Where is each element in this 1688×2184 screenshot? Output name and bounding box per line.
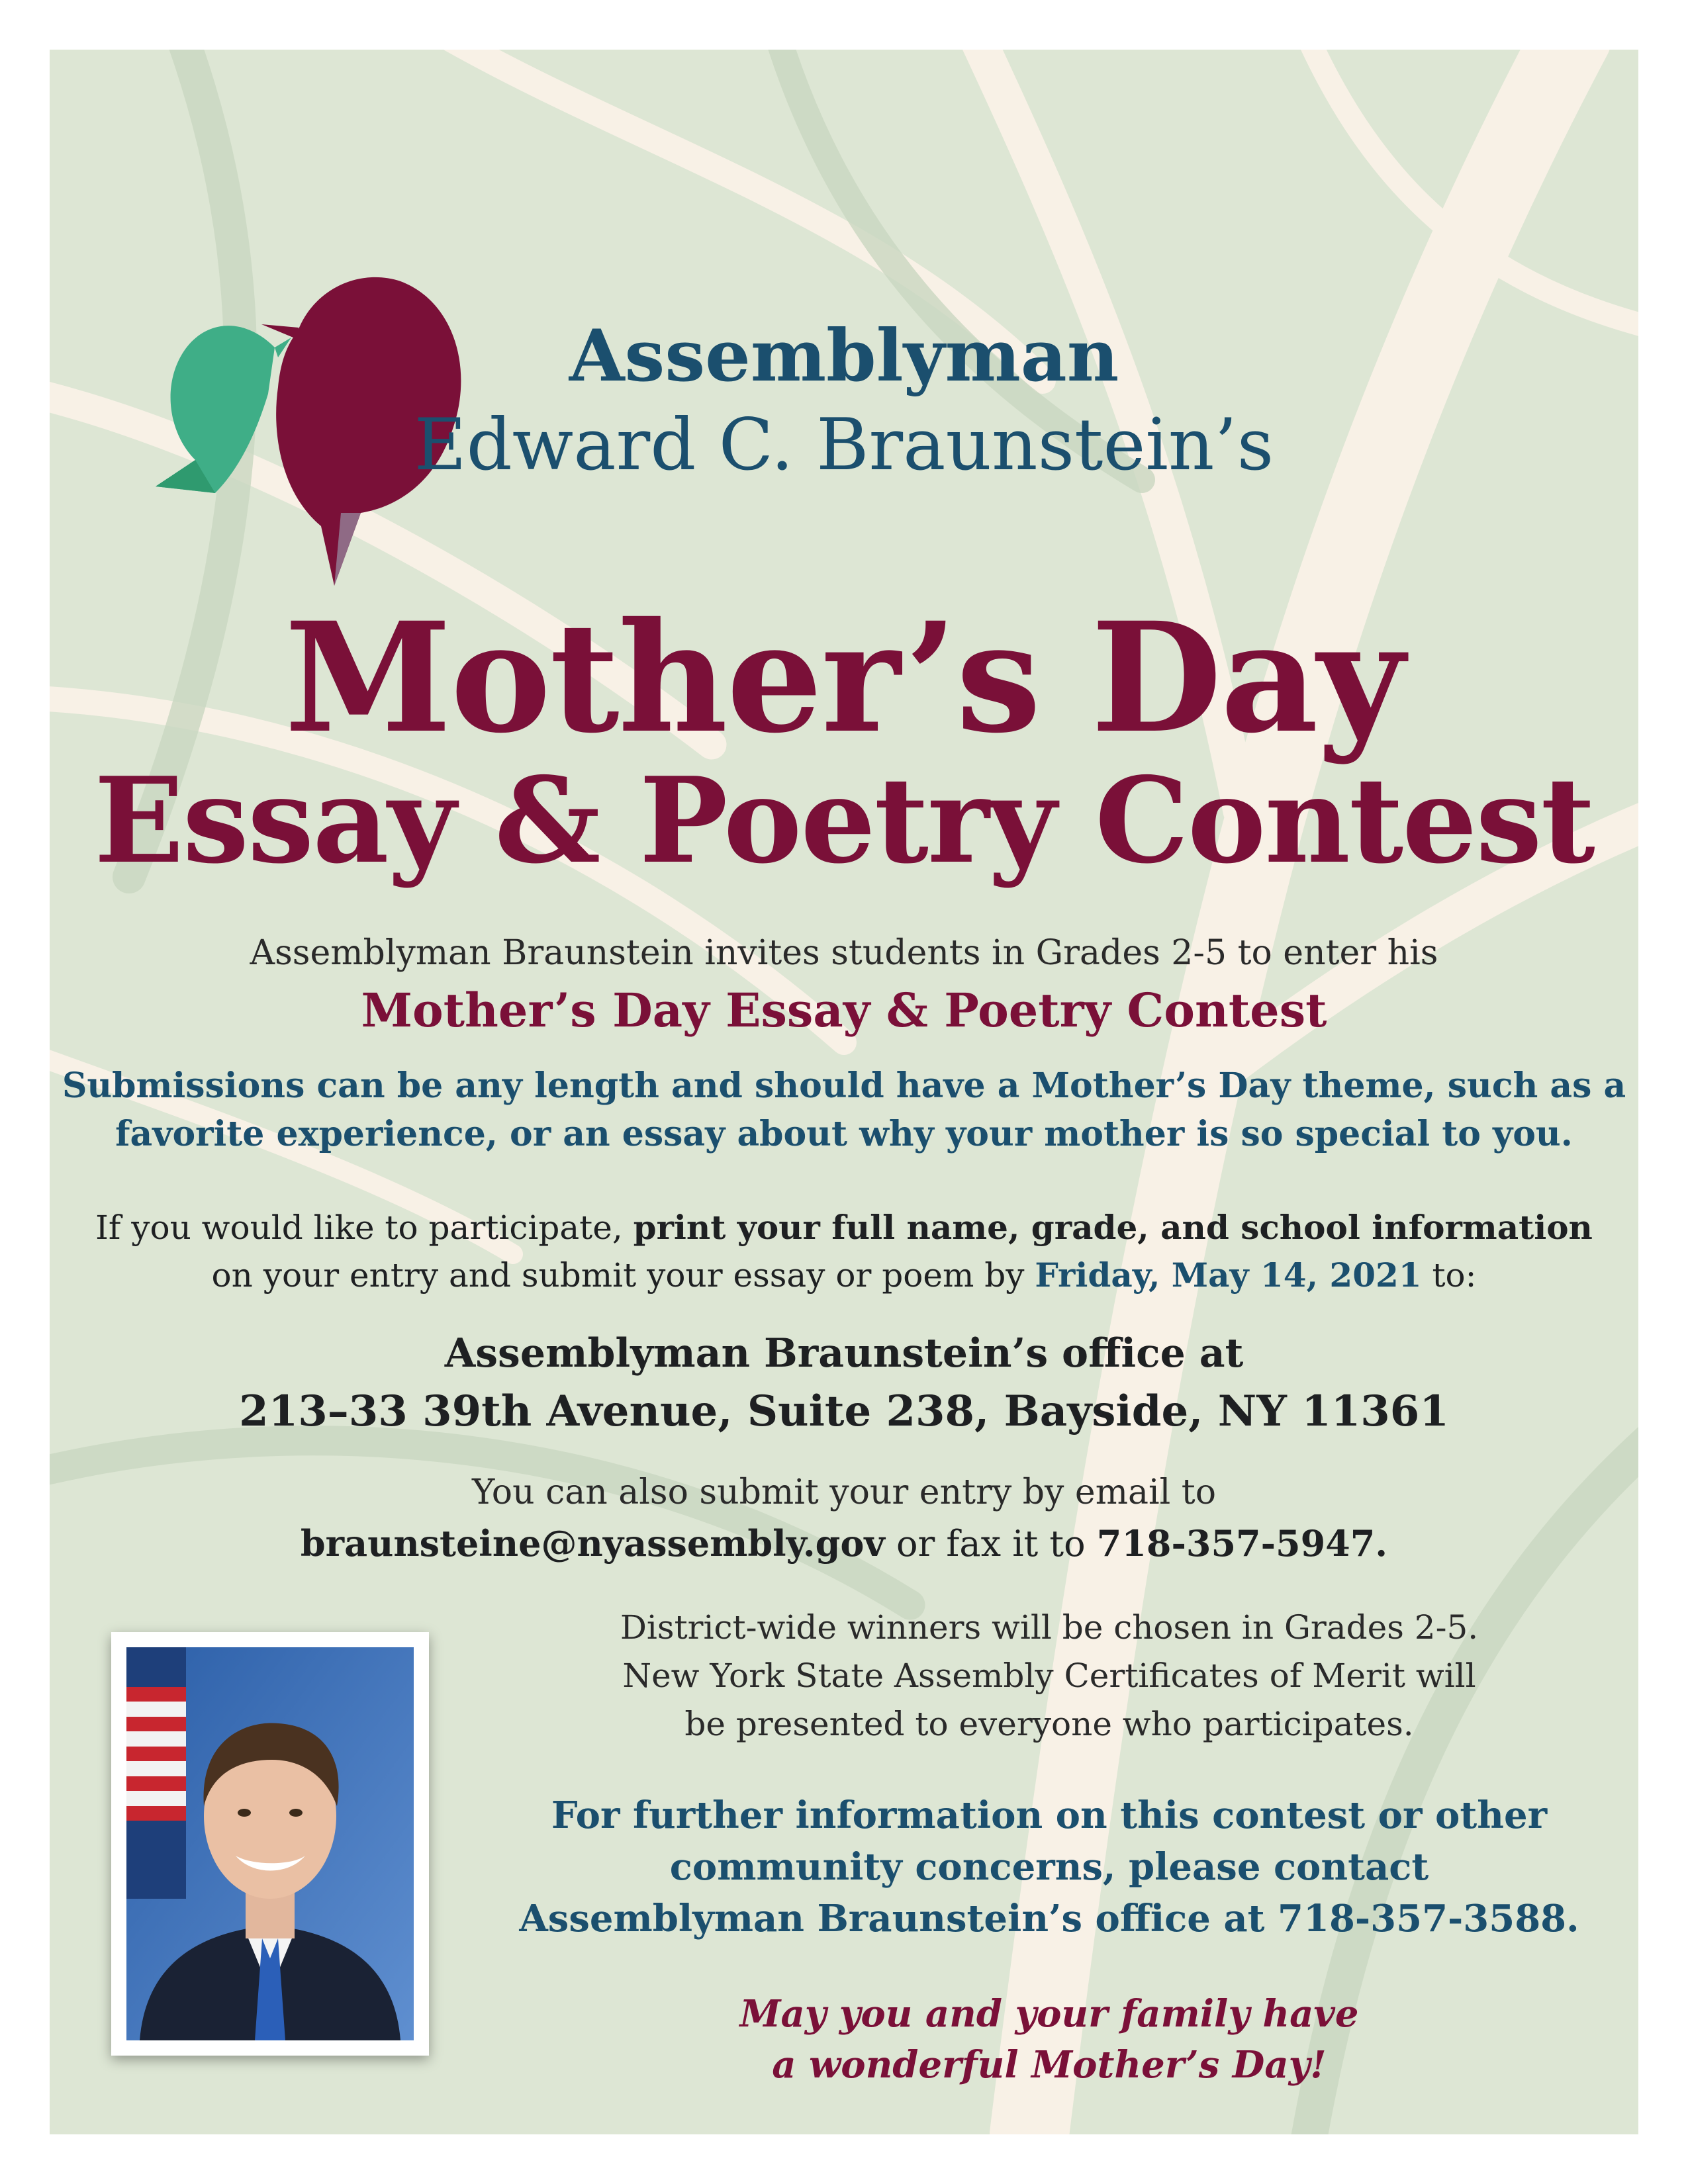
closing-line1: May you and your family have [739, 1992, 1359, 2036]
participate-instructions: print your full name, grade, and school information [633, 1208, 1593, 1247]
participate-to: to: [1421, 1256, 1477, 1295]
header-name: Edward C. Braunstein’s [414, 404, 1274, 486]
participate-submit-text: on your entry and submit your essay or poem by [211, 1256, 1035, 1295]
submissions-text-line2: favorite experience, or an essay about why your mother is so special to you. [115, 1114, 1573, 1154]
participate-line1 [50, 1208, 1638, 1247]
winners-line1: District-wide winners will be chosen in Grades 2-5. [620, 1608, 1479, 1647]
further-info-line2: community concerns, please contact [669, 1845, 1429, 1889]
winners-line3: be presented to everyone who participates. [684, 1705, 1414, 1743]
further-info-line3: Assemblyman Braunstein’s office at 718-357-3588. [519, 1897, 1579, 1940]
love-birds-icon [142, 215, 513, 586]
office-address: 213–33 39th Avenue, Suite 238, Bayside, NY 11361 [239, 1387, 1449, 1436]
fax-text: or fax it to [884, 1523, 1097, 1565]
portrait-photo-icon [126, 1647, 414, 2040]
office-label: Assemblyman Braunstein’s office at [444, 1330, 1244, 1377]
fax-number: 718-357-5947. [1096, 1522, 1388, 1565]
title-mothers-day: Mother’s Day [284, 589, 1404, 766]
email-fax-line [50, 1522, 1638, 1565]
closing-line2: a wonderful Mother’s Day! [772, 2043, 1327, 2087]
participate-intro: If you would like to participate, [95, 1208, 633, 1247]
intro-invite-text: Assemblyman Braunstein invites students in Grades 2-5 to enter his [250, 933, 1438, 973]
email-intro: You can also submit your entry by email to [471, 1473, 1217, 1512]
participate-line2 [50, 1255, 1638, 1295]
email-address-link[interactable]: braunsteine@nyassembly.gov [300, 1522, 885, 1565]
deadline-date: Friday, May 14, 2021 [1035, 1255, 1422, 1295]
title-essay-poetry-contest: Essay & Poetry Contest [94, 751, 1594, 889]
flyer-page [50, 50, 1638, 2134]
winners-line2: New York State Assembly Certificates of Merit will [622, 1657, 1476, 1695]
header-assemblyman: Assemblyman [569, 314, 1119, 398]
submissions-text-line1: Submissions can be any length and should have a Mother’s Day theme, such as a [62, 1066, 1626, 1106]
photo-frame [111, 1632, 429, 2056]
further-info-line1: For further information on this contest or other [551, 1794, 1548, 1837]
intro-contest-name: Mother’s Day Essay & Poetry Contest [361, 983, 1327, 1038]
